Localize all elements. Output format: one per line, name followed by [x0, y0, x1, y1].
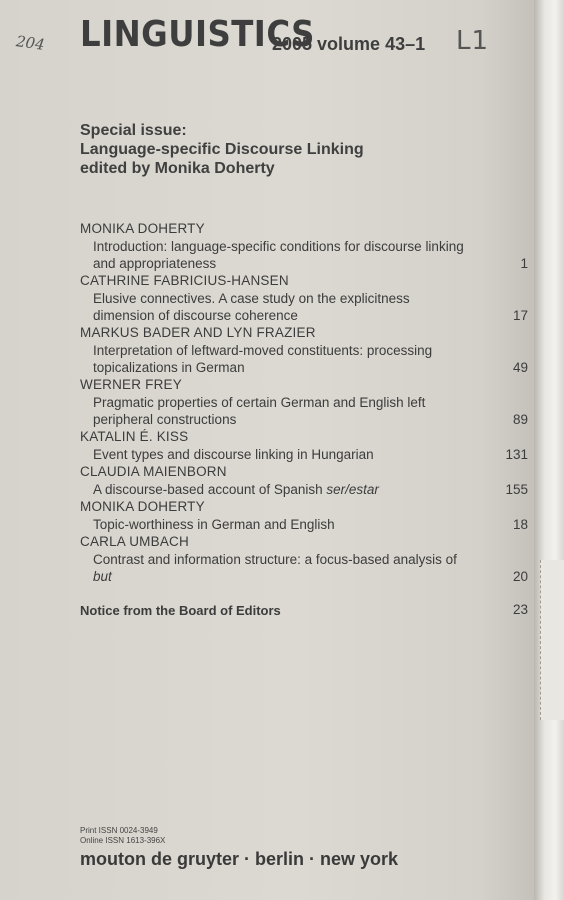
toc-entry[interactable] [80, 272, 528, 324]
issn-block [80, 826, 165, 846]
toc-author: KATALIN É. KISS [80, 429, 189, 444]
toc-page-number: 1 [520, 256, 528, 271]
journal-title: LINGUISTICS [80, 14, 315, 55]
toc-entry[interactable] [80, 498, 528, 533]
special-issue-editor: edited by Monika Doherty [80, 160, 275, 177]
toc-entry[interactable] [80, 463, 528, 498]
toc-author: CARLA UMBACH [80, 534, 189, 549]
toc-title: Contrast and information structure: a focus-based analysis of [93, 552, 457, 567]
online-issn: Online ISSN 1613-396X [80, 836, 166, 845]
toc-title: dimension of discourse coherence [93, 308, 298, 323]
toc-author: MARKUS BADER AND LYN FRAZIER [80, 325, 316, 340]
special-issue-title: Language-specific Discourse Linking [80, 141, 364, 158]
toc-title: Elusive connectives. A case study on the explicitness [93, 291, 410, 306]
toc-title: and appropriateness [93, 256, 217, 271]
toc-title: Topic-worthiness in German and English [93, 517, 335, 532]
toc-title: peripheral constructions [93, 412, 237, 427]
toc-title [80, 481, 528, 498]
toc-entry[interactable] [80, 428, 528, 463]
handwritten-note-right: L1 [456, 26, 490, 56]
notice-page-number: 23 [512, 602, 528, 617]
toc-entry[interactable] [80, 533, 528, 585]
toc-page-number: 155 [505, 482, 528, 497]
toc-title-italic: ser/estar [326, 482, 379, 497]
notice-label: Notice from the Board of Editors [80, 603, 281, 618]
publisher-line: mouton de gruyter · berlin · new york [80, 849, 399, 869]
toc-author: MONIKA DOHERTY [80, 499, 205, 514]
handwritten-note-left: 204 [14, 32, 46, 54]
toc-title-italic: but [93, 569, 112, 584]
toc-page-number: 18 [512, 517, 528, 532]
notice-entry[interactable] [80, 603, 528, 618]
special-issue-heading [80, 121, 364, 178]
toc-title: Introduction: language-specific conditions for discourse linking [93, 239, 464, 254]
toc-page-number: 49 [512, 360, 528, 375]
special-issue-label: Special issue: [80, 122, 187, 139]
toc-author: CATHRINE FABRICIUS-HANSEN [80, 273, 289, 288]
toc-author: CLAUDIA MAIENBORN [80, 464, 227, 479]
toc-author: MONIKA DOHERTY [80, 221, 205, 236]
toc-page-number: 17 [512, 308, 528, 323]
toc-author: WERNER FREY [80, 377, 182, 392]
page-edge [534, 0, 564, 900]
issue-info: 2005 volume 43–1 [272, 34, 426, 54]
toc-page-number: 89 [512, 412, 528, 427]
toc-title: Interpretation of leftward-moved constituents: processing [93, 343, 433, 358]
toc-entry[interactable] [80, 220, 528, 272]
toc-page-number: 131 [505, 447, 528, 462]
toc-title-text: A discourse-based account of Spanish [93, 482, 327, 497]
toc-entry[interactable] [80, 376, 528, 428]
torn-edge [540, 560, 564, 720]
toc-page-number: 20 [512, 569, 528, 584]
toc-title: Pragmatic properties of certain German and English left [93, 395, 426, 410]
toc-title: topicalizations in German [93, 360, 245, 375]
table-of-contents [80, 220, 528, 585]
print-issn: Print ISSN 0024-3949 [80, 826, 158, 835]
toc-entry[interactable] [80, 324, 528, 376]
toc-title [80, 568, 528, 585]
toc-title: Event types and discourse linking in Hungarian [93, 447, 374, 462]
